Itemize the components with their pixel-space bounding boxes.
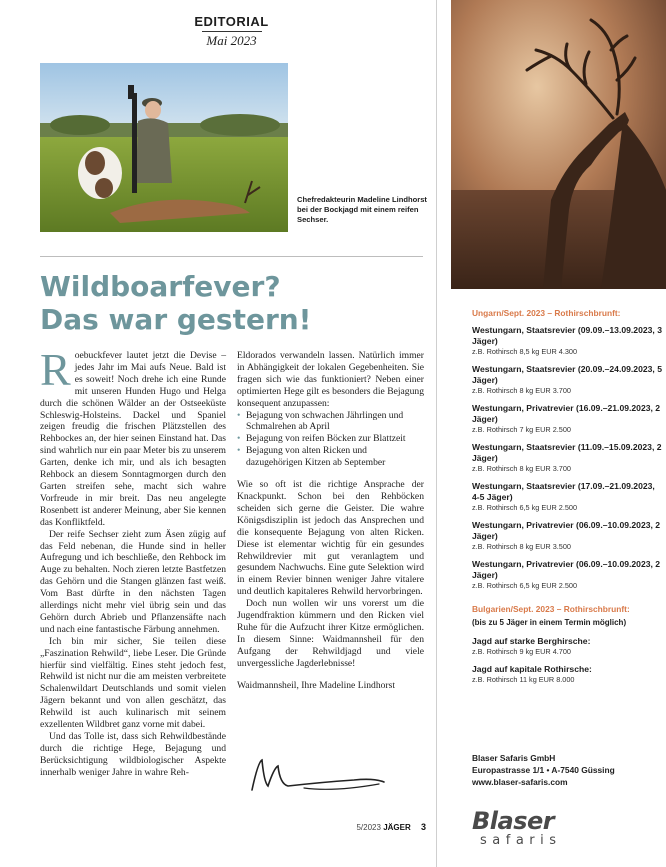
offer-detail: z.B. Rothirsch 8 kg EUR 3.700 (472, 386, 571, 395)
company-name: Blaser Safaris GmbH (472, 753, 556, 763)
editor-photo (40, 63, 288, 232)
editorial-header (40, 14, 423, 49)
offer-title: Westungarn, Staatsrevier (11.09.–15.09.2023, 2 Jäger) (472, 442, 662, 463)
signoff: Waidmannsheil, Ihre Madeline Lindhorst (237, 679, 396, 691)
page-number: 3 (420, 822, 426, 832)
list-item: • Bejagung von schwachen Jährlingen und Schmalrehen ab April (237, 410, 424, 434)
article-paragraph: Und das Tolle ist, dass sich Rehwildbestände durch die richtige Hege, Bejagung und Berücksichtigung wildbiologischer Aspekte innerhalb weniger Jahre in wahre Reh- (40, 731, 226, 778)
article-column-1 (40, 344, 226, 779)
list-item: • Bejagung von alten Ricken und dazugehörigen Kitzen ab September (237, 445, 424, 469)
offer-section-heading: Bulgarien/Sept. 2023 – Rothirschbrunft: (472, 604, 630, 614)
offer-title: Westungarn, Privatrevier (06.09.–10.09.2023, 2 Jäger) (472, 559, 661, 580)
offer-section-subheading: (bis zu 5 Jäger in einem Termin möglich) (472, 618, 627, 627)
offer-detail: z.B. Rothirsch 8 kg EUR 3.500 (472, 542, 571, 551)
blaser-logo (472, 808, 642, 848)
page-folio (330, 822, 426, 832)
bullet-list (237, 410, 424, 470)
signature-drawing (244, 752, 394, 802)
offer-detail: z.B. Rothirsch 6,5 kg EUR 2.500 (472, 581, 578, 590)
divider (40, 256, 423, 257)
photo-caption: Chefredakteurin Madeline Lindhorst bei der Bockjagd mit einem reifen Sechser. (297, 195, 427, 224)
offer-item (472, 442, 662, 474)
offer-detail: z.B. Rothirsch 7 kg EUR 2.500 (472, 425, 571, 434)
offer-section-heading: Ungarn/Sept. 2023 – Rothirschbrunft: (472, 308, 621, 318)
offer-title: Westungarn, Staatsrevier (09.09.–13.09.2023, 3 Jäger) (472, 325, 662, 346)
offers-panel (472, 308, 662, 692)
article-paragraph: Wie so oft ist die richtige Ansprache der Knackpunkt. Schon bei den Rehböcken scheiden sich gerne die Geister. Die wahre Königsdisziplin ist jedoch das Ansprechen und die konsequente Bejagung von alten Ricken. Diese ist elementar wichtig für ein gesundes Rehwildrevier mit gut veranlagtem und gesundem Nachwuchs. Eine gute Selektion wird in einem Revier binnen weniger Jahre vitalere und deutlich kapitaleres Rehwild hervorbringen. (237, 479, 424, 598)
company-website: www.blaser-safaris.com (472, 777, 568, 787)
offer-item (472, 636, 662, 657)
drop-cap: R (40, 344, 71, 395)
offer-title: Westungarn, Staatsrevier (20.09.–24.09.2023, 5 Jäger) (472, 364, 662, 385)
offer-item (472, 325, 662, 357)
headline-line-2: Das war gestern! (40, 303, 312, 336)
stag-illustration (451, 0, 666, 289)
company-info (472, 752, 662, 788)
magazine-name: JÄGER (383, 823, 411, 832)
offer-detail: z.B. Rothirsch 8 kg EUR 3.700 (472, 464, 571, 473)
logo-wordmark: Blaser (472, 807, 555, 835)
column-divider (436, 0, 437, 867)
article-paragraph: Doch nun wollen wir uns vorerst um die Jugendfraktion kümmern und den Ricken viel Ruhe für die Aufzucht ihrer Kitze ermöglichen. In diesem Sinne: Waidmannsheil für den Aufgang der Rehwildjagd und viele unvergessliche Jagderlebnisse! (237, 598, 424, 669)
offer-detail: z.B. Rothirsch 8,5 kg EUR 4.300 (472, 347, 578, 356)
offer-title: Westungarn, Staatsrevier (17.09.–21.09.2023, 4-5 Jäger) (472, 481, 655, 502)
headline-line-1: Wildboarfever? (40, 270, 281, 303)
article-paragraph: oebuckfever lautet jetzt die Devise – jedes Jahr im Mai aufs Neue. Bald ist es soweit! Noch drehe ich eine Runde mit unseren Hunden Hugo und Helga durch die schönen Wälder an der Ostseeküste Schleswig-Holsteins. Dackel und Spaniel zeigen freudig die frischen Plätzstellen des Rehbockes an, der hier seinen Einstand hat. Das sind wahrlich nur ein paar Meter bis zu unserem Garten, denke ich mir, und als ich besagten Rehbock an diesem Sonntagmorgen durch den Garten streifen sehe, macht sich wahre Vorfreude in mir breit. Das neu angelegte Rosenbett ist anderer Meinung, aber Sie kennen das Konfliktfeld. (40, 350, 226, 528)
article-paragraph: Eldorados verwandeln lassen. Natürlich immer in Abhängigkeit der lokalen Gegebenheiten. Sie fragen sich wie das funktioniert? Neben einer optimierten Hege gilt es besonders die Bejagung konsequent anzupassen: (237, 350, 424, 409)
offer-detail: z.B. Rothirsch 6,5 kg EUR 2.500 (472, 503, 578, 512)
offer-title: Westungarn, Privatrevier (06.09.–10.09.2023, 2 Jäger) (472, 520, 661, 541)
issue-date: Mai 2023 (206, 33, 257, 48)
offer-item (472, 664, 662, 685)
signature (244, 752, 394, 802)
issue-number: 5/2023 (356, 823, 381, 832)
offer-item (472, 559, 662, 591)
offer-title: Westungarn, Privatrevier (16.09.–21.09.2023, 2 Jäger) (472, 403, 661, 424)
article-paragraph: Ich bin mir sicher, Sie teilen diese „Faszination Rehwild“, liebe Leser. Die Gründe hierfür sind vielfältig. Eines steht jedoch fest, Rehwild ist nicht nur die am meisten verbreitete Schalenwildart Deutschlands und somit vielen Jägern bekannt und von allen geschätzt, das Rehwild ist auch kulinarisch mit seinem exzellenten Wildbret ganz vorne mit dabei. (40, 635, 226, 731)
list-item: • Bejagung von reifen Böcken zur Blattzeit (237, 433, 424, 445)
offer-item (472, 481, 662, 513)
article-paragraph: Der reife Sechser zieht zum Äsen zügig auf das Feld nebenan, die Hunde sind in heller Aufregung und ich beschließe, den Rehbock im Auge zu behalten. Noch zieren letzte Bastfetzen das Gehörn und die Stangen glänzen fast weiß. Vom Bast dürfte in den nächsten Tagen allerdings nicht mehr viel übrig sein und das Gehörn durch Abrieb und Pflanzensäfte nach und nach eine fantastische Färbung annehmen. (40, 528, 226, 635)
offer-item (472, 520, 662, 552)
offer-item (472, 403, 662, 435)
offer-detail: z.B. Rothirsch 11 kg EUR 8.000 (472, 675, 575, 684)
company-address: Europastrasse 1/1 • A-7540 Güssing (472, 765, 615, 775)
offer-detail: z.B. Rothirsch 9 kg EUR 4.700 (472, 647, 571, 656)
photo-illustration (40, 63, 288, 232)
section-label: EDITORIAL (194, 14, 269, 29)
offer-item (472, 364, 662, 396)
logo-subline: safaris (480, 833, 562, 848)
offer-title: Jagd auf starke Berghirsche: (472, 636, 591, 646)
offer-title: Jagd auf kapitale Rothirsche: (472, 664, 592, 674)
headline (40, 270, 423, 336)
article-column-2 (237, 350, 424, 691)
header-rule (202, 31, 262, 32)
stag-image (451, 0, 666, 289)
